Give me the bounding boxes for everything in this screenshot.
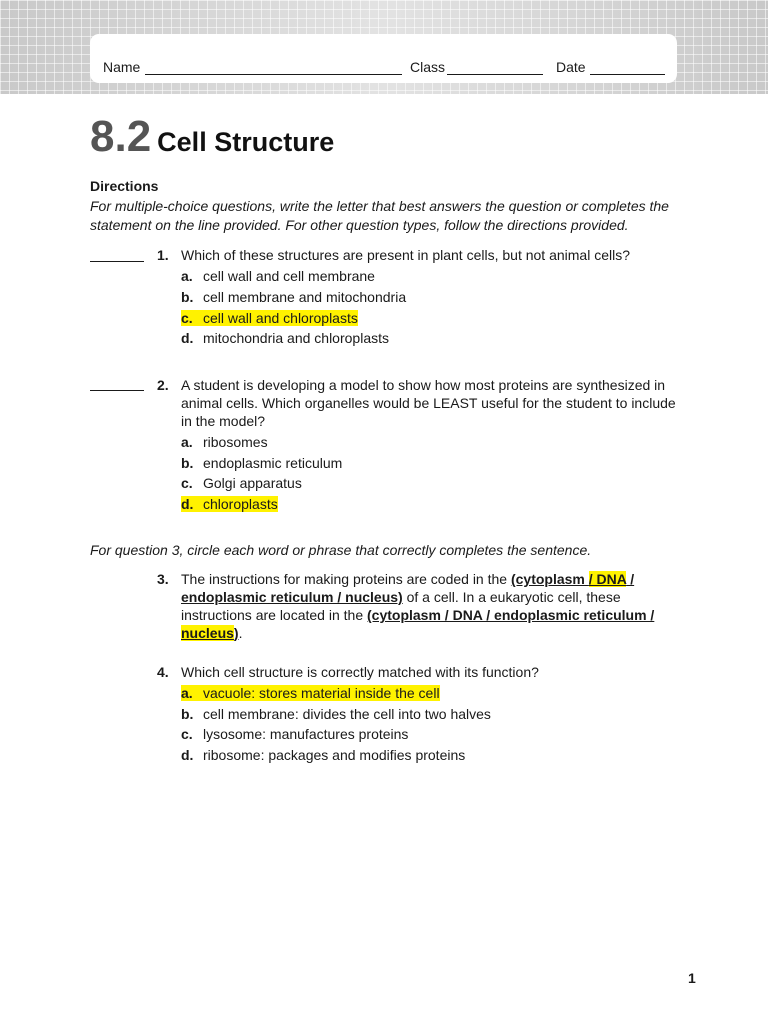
answer-line-q2[interactable]: [90, 390, 144, 391]
answer-line-q1[interactable]: [90, 261, 144, 262]
page-title: [90, 112, 334, 162]
directions-heading: Directions: [90, 178, 159, 194]
page-number: 1: [688, 970, 696, 986]
q3-directions: For question 3, circle each word or phrase that correctly completes the sentence.: [90, 542, 592, 558]
choice-group-1[interactable]: (cytoplasm / DNA / endoplasmic reticulum / nucleus): [181, 571, 635, 605]
section-number: 8.2: [90, 112, 152, 161]
option-a-highlighted: a. vacuole: stores material inside the cell: [181, 685, 440, 701]
question-text: The instructions for making proteins are coded in the (cytoplasm / DNA / endoplasmic reticulum / nucleus) of a cell. In a eukaryotic cell, these instructions are located in the (cytoplasm / DNA / endoplasmic reticulum / nucleus).: [181, 571, 655, 641]
option-d-highlighted: d. chloroplasts: [181, 496, 278, 512]
option-b: b. endoplasmic reticulum: [181, 455, 343, 471]
question-text: A student is developing a model to show how most proteins are synthesized in animal cells. Which organelles would be LEAST useful for the student to include in the model?: [181, 377, 676, 429]
option-d: d. mitochondria and chloroplasts: [181, 330, 389, 346]
question-number: 1.: [157, 247, 169, 263]
option-c: c. Golgi apparatus: [181, 475, 302, 491]
section-title: Cell Structure: [157, 127, 335, 157]
class-field[interactable]: [447, 74, 543, 75]
name-label: Name: [103, 59, 141, 75]
directions-text: For multiple-choice questions, write the letter that best answers the question or completes the statement on the line provided. For other question types, follow the directions provided.: [90, 198, 669, 233]
question-number: 2.: [157, 377, 169, 393]
option-c-highlighted: c. cell wall and chloroplasts: [181, 310, 358, 326]
option-c: c. lysosome: manufactures proteins: [181, 726, 409, 742]
student-info-box: [90, 34, 677, 83]
option-b: b. cell membrane: divides the cell into two halves: [181, 706, 491, 722]
question-number: 4.: [157, 664, 169, 680]
class-label: Class: [410, 59, 446, 75]
question-text: Which of these structures are present in plant cells, but not animal cells?: [181, 247, 630, 263]
option-b: b. cell membrane and mitochondria: [181, 289, 407, 305]
question-text: Which cell structure is correctly matched with its function?: [181, 664, 539, 680]
option-a: a. ribosomes: [181, 434, 268, 450]
question-number: 3.: [157, 571, 169, 587]
name-field[interactable]: [145, 74, 402, 75]
date-label: Date: [556, 59, 586, 75]
date-field[interactable]: [590, 74, 665, 75]
choice-group-2[interactable]: (cytoplasm / DNA / endoplasmic reticulum / nucleus): [181, 607, 655, 641]
option-a: a. cell wall and cell membrane: [181, 268, 375, 284]
option-d: d. ribosome: packages and modifies proteins: [181, 747, 466, 763]
